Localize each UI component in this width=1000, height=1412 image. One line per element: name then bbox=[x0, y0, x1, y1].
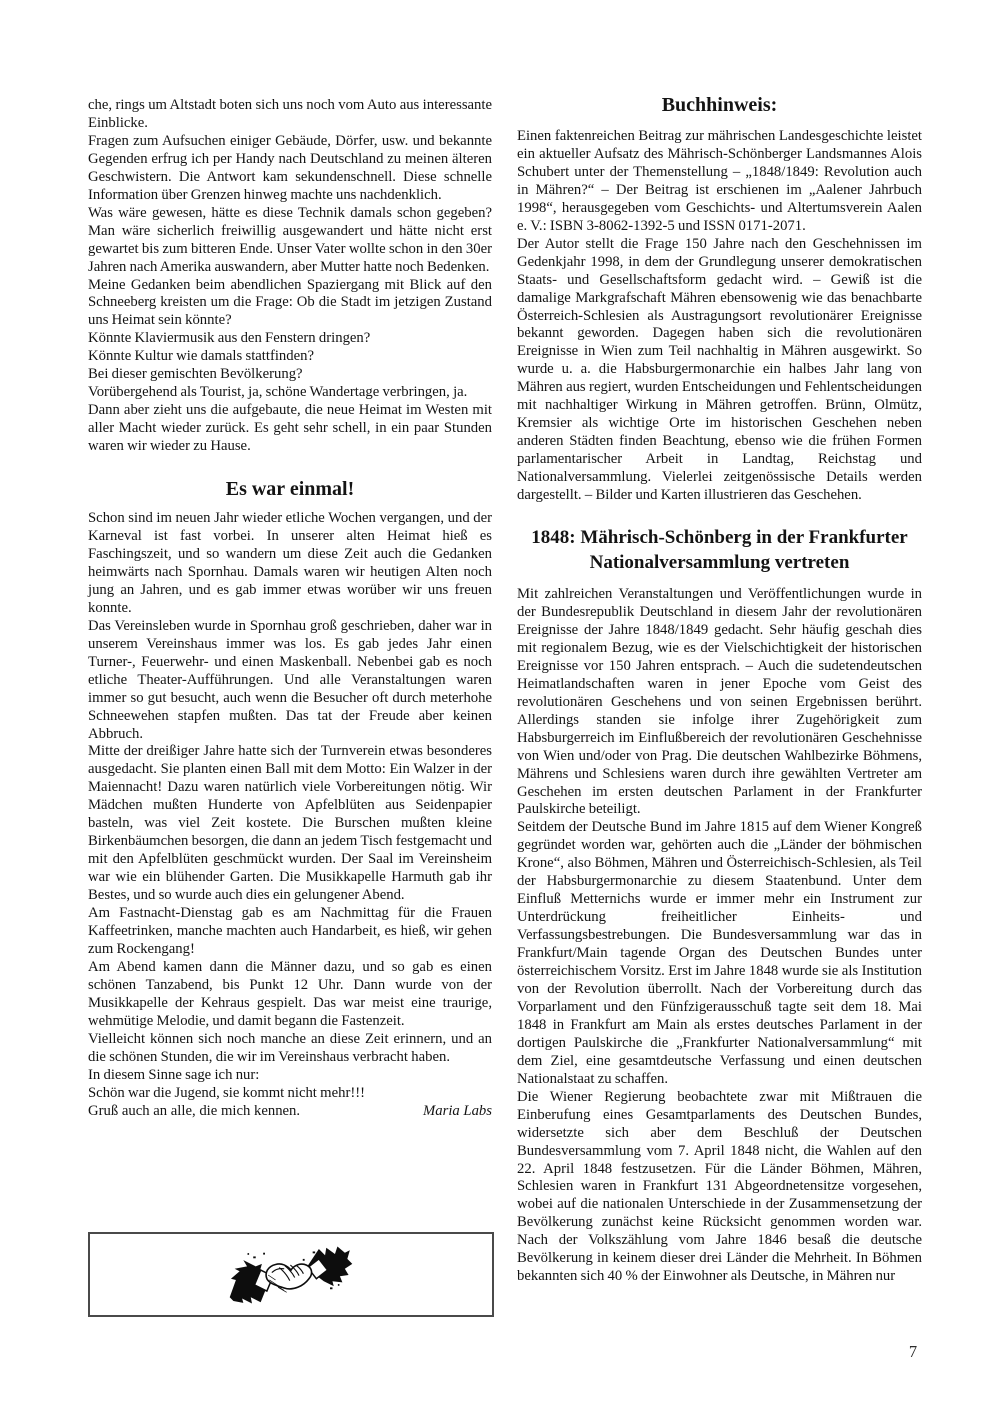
paragraph: Meine Gedanken beim abendlichen Spaziergang mit Blick auf den Schneeberg kreisten um die Frage: Ob die Stadt im jetzigen Zustand uns Heimat sein könnte? bbox=[88, 276, 492, 329]
paragraph: In diesem Sinne sage ich nur: bbox=[88, 1066, 260, 1083]
paragraph: Die Wiener Regierung beobachtete zwar mit Mißtrauen die Einberufung eines Gesamtparlaments des Deutschen Bundes, widersetzte sich aber dem Beschluß der Deutschen Bundesversammlung vom 7. April 1848 nicht, die Wahlen auf den 22. April 1848 festzusetzen. Für die Länder Böhmen, Mähren, Schlesien waren in Frankfurt 131 Abgeordnetensitze vorgesehen, wobei auf die nationalen Unterschiede in der Zusammensetzung der Bevölkerung zunächst keine Rücksicht genommen worden war. Nach der Volkszählung vom Jahre 1846 besaß die deutsche Bevölkerung in keinem dieser drei Länder die Mehrheit. In Böhmen bekannten sich 40 % der Einwohner als Deutsche, in Mähren nur bbox=[517, 1088, 922, 1285]
paragraph: Am Abend kamen dann die Männer dazu, und so gab es einen schönen Tanzabend, bis Punkt 12 Uhr. Dann wurde von der Musikkapelle der Kehraus gespielt. Das war meist eine traurige, wehmütige Melodie, und damit begann die Fastenzeit. bbox=[88, 958, 492, 1029]
paragraph: Mit zahlreichen Veranstaltungen und Veröffentlichungen wurde in der Bundesrepublik Deutschland in diesem Jahr der revolutionären Ereignisse der Jahre 1848/1849 gedacht. Sehr häufig geschah dies mit regionalem Bezug, wie es der Vielschichtigkeit der historischen Ereignisse vor 150 Jahren entsprach. – Auch die sudetendeutschen Heimatlandschaften waren in jener Epoche vom Geist des revolutionären Geschehens und von seinen Ergebnissen berührt. Allerdings standen sie infolge ihrer Zugehörigkeit zum Habsburgerreich im Einflußbereich der revolutionären Geschehnisse von Wien und/oder von Prag. Die deutschen Wahlbezirke Böhmens, Mährens und Schlesiens waren durch ihre gewählten Vertreter am Geschehen im ersten deutschen Parlament in der Frankfurter Paulskirche beteiligt. bbox=[517, 586, 922, 818]
paragraph: Bei dieser gemischten Bevölkerung? bbox=[88, 366, 303, 383]
paragraph: Könnte Klaviermusik aus den Fenstern dringen? bbox=[88, 330, 371, 347]
handshake-illustration bbox=[226, 1236, 356, 1314]
paragraph: Was wäre gewesen, hätte es diese Technik damals schon gegeben? Man wäre sicherlich freiwillig ausgewandert und hätte nicht erst gewartet bis zum bitteren Ende. Unser Vater wollte schon in den 30er Jahren nach Amerika auswandern, aber Mutter hatte noch Bedenken. bbox=[88, 204, 492, 275]
paragraph: Fragen zum Aufsuchen einiger Gebäude, Dörfer, usw. und bekannte Gegenden erfrug ich per Handy nach Deutschland zu meinen älteren Geschwistern. Die Antwort kam sekundenschnell. Diese schnelle Information über Grenzen hinweg machte uns nachdenklich. bbox=[88, 132, 492, 203]
paragraph: Dann aber zieht uns die aufgebaute, die neue Heimat im Westen mit aller Macht wieder zurück. Es geht sehr schell, in ein paar Stunden waren wir wieder zu Hause. bbox=[88, 402, 492, 455]
article-text bbox=[517, 586, 922, 1286]
paragraph: Vorübergehend als Tourist, ja, schöne Wandertage verbringen, ja. bbox=[88, 384, 468, 401]
article-heading: 1848: Mährisch-Schönberg in der Frankfurter Nationalversammlung vertreten bbox=[531, 527, 908, 574]
paragraph: Einen faktenreichen Beitrag zur mährischen Landesgeschichte leistet ein aktueller Aufsatz des Mährisch-Schönberger Landsmannes Alois Schubert unter der Themenstellung – „1848/1849: Revolution auch in Mähren?“ – Der Beitrag ist erschienen im „Aalener Jahrbuch 1998“, herausgegeben vom Geschichts- und Altertumsverein Aalen e. V.: ISBN 3-8062-1392-5 und ISSN 0171-2071. bbox=[517, 128, 922, 234]
paragraph: Am Fastnacht-Dienstag gab es am Nachmittag für die Frauen Kaffeetrinken, manche machten auch Handarbeit, es hieß, wir gehen zum Rockengang! bbox=[88, 905, 492, 957]
memoir-section-text bbox=[88, 510, 492, 1102]
book-note-heading: Buchhinweis: bbox=[661, 94, 778, 116]
author-signature: Maria Labs bbox=[423, 1102, 492, 1119]
paragraph: Das Vereinsleben wurde in Spornhau groß geschrieben, daher war in unserem Vereinshaus immer was los. Es gab jedes Jahr einen Turner-, Feuerwehr- und einen Maskenball. Nebenbei gab es noch etliche Theater-Aufführungen. Und alle Veranstaltungen waren immer so gut besucht, auch wenn die Besucher oft durch meterhohe Schneewehen stapfen mußten. Das tat der Freude aber keinen Abbruch. bbox=[88, 617, 492, 742]
left-column bbox=[88, 97, 492, 1120]
continued-article-text bbox=[88, 97, 492, 456]
page-number: 7 bbox=[908, 1342, 918, 1361]
memoir-section-heading: Es war einmal! bbox=[225, 478, 355, 501]
paragraph: Mitte der dreißiger Jahre hatte sich der Turnverein etwas besonderes ausgedacht. Sie planten einen Ball mit dem Motto: Ein Walzer in der Maiennacht! Dazu waren natürlich viele Vorbereitungen nötig. Wir Mädchen mußten Hunderte von Apfelblüten aus Seidenpapier basteln, was viel Zeit kostete. Die Burschen mußten kleine Birkenbäumchen besorgen, die dann an jedem Tisch festgemacht und mit den Apfelblüten geschmückt wurden. Der Saal im Vereinsheim war wie ein blühender Garten. Die Musikkapelle Harmuth gab ihr Bestes, und so wurde auch dies ein gelungener Abend. bbox=[88, 743, 493, 904]
paragraph: Schön war die Jugend, sie kommt nicht mehr!!! bbox=[88, 1084, 366, 1101]
book-note-text bbox=[517, 128, 922, 505]
right-column bbox=[517, 94, 922, 1286]
paragraph: Könnte Kultur wie damals stattfinden? bbox=[88, 348, 314, 365]
closing-line: Gruß auch an alle, die mich kennen. bbox=[88, 1102, 301, 1119]
paragraph: Der Autor stellt die Frage 150 Jahre nach den Geschehnissen im Gedenkjahr 1998, in dem der Grundlegung unserer demokratischen Staats- und Gesellschaftsform gedacht wird. – Gewiß ist die damalige Markgrafschaft Mähren ebensowenig wie das benachbarte Österreich-Schlesien als Austragungsort revolutionärer Ereignisse bekannt geworden. Dagegen haben sich die revolutionären Ereignisse in Wien zum Teil nachhaltig in Mähren ausgewirkt. So wurde u. a. die Habsburgermonarchie ein halbes Jahr lang von Mähren aus regiert, wurden Entscheidungen und Fehlentscheidungen mit nachhaltiger Wirkung in Mähren getroffen. Brünn, Olmütz, Kremsier als wichtige Orte im historischen Geschehen neben anderen Städten finden Beachtung, ebenso wie die frühen Formen parlamentarischer Arbeit in Landtag, Reichstag und Nationalversammlung. Vielerlei zeitgenössische Details werden dargestellt. – Bilder und Karten illustrieren das Geschehen. bbox=[517, 235, 922, 504]
paragraph: che, rings um Altstadt boten sich uns noch vom Auto aus interessante Einblicke. bbox=[88, 97, 492, 131]
closing-signature-row bbox=[88, 1103, 492, 1121]
paragraph: Seitdem der Deutsche Bund im Jahre 1815 auf dem Wiener Kongreß gegründet worden war, gehörten auch die „Länder der böhmischen Krone“, also Böhmen, Mähren und Österreichisch-Schlesien, als Teil der Habsburgermonarchie zu diesem Staatenbund. Unter dem Einfluß Metternichs wurde er immer mehr ein Instrument zur Unterdrückung freiheitlicher Einheits- und Verfassungsbestrebungen. Die Bundesversammlung war das in Frankfurt/Main tagende Organ des Deutschen Bundes unter österreichischem Vorsitz. Erst im Jahre 1848 wurde sie als Institution von der Revolution überrollt. Nach der Vorbereitung durch das Vorparlament und den Fünfzigerausschuß tagte seit dem 18. Mai 1848 in Frankfurt am Main als erstes deutsches Parlament in der dortigen Paulskirche die „Frankfurter Nationalversammlung“ mit dem Ziel, eine gesamtdeutsche Verfassung und einen deutschen Nationalstaat zu schaffen. bbox=[517, 819, 922, 1087]
paragraph: Schon sind im neuen Jahr wieder etliche Wochen vergangen, und der Karneval ist fast vorbei. In unserer alten Heimat hieß es Faschingszeit, und so wandern um diese Zeit auch die Gedanken heimwärts nach Spornhau. Damals waren wir heutigen Alten noch jung an Jahren, und es gab immer etwas worüber wir uns freuen konnte. bbox=[88, 510, 492, 616]
paragraph: Vielleicht können sich noch manche an diese Zeit erinnern, und an die schönen Stunden, die wir im Vereinshaus verbracht haben. bbox=[88, 1030, 492, 1065]
handshake-image-box bbox=[88, 1232, 494, 1317]
